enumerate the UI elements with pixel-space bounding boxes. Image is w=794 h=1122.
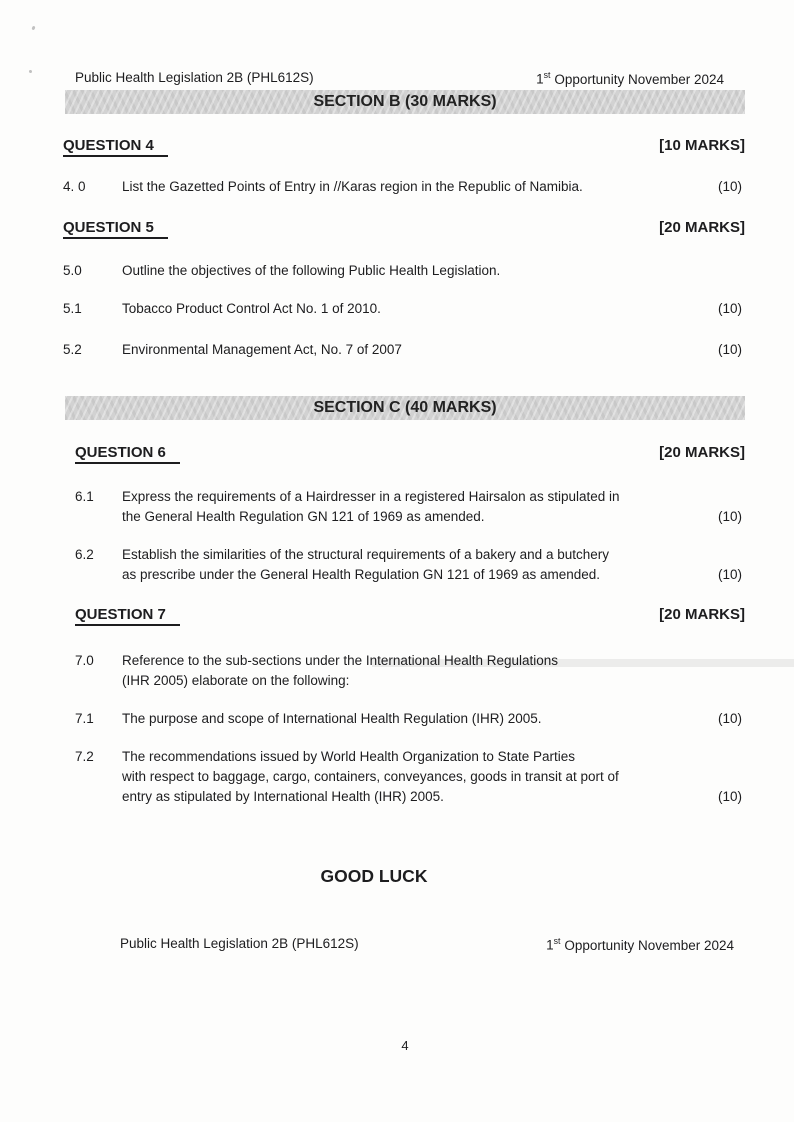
question-item-6-2 [63,545,745,585]
item-text [122,709,684,729]
question-title: QUESTION 4 [63,137,168,157]
question-item-5-2 [63,340,745,360]
item-marks: (10) [717,301,742,316]
item-number: 4. 0 [63,179,86,194]
page-number: 4 [401,1038,409,1053]
item-text [122,340,684,360]
item-marks: (10) [717,711,742,726]
question-6-heading [63,444,745,464]
item-text [122,261,684,281]
item-line: entry as stipulated by International Health (IHR) 2005. [122,789,444,804]
section-b-banner: SECTION B (30 MARKS) [65,90,745,114]
item-marks: (10) [717,342,742,357]
item-line: Reference to the sub-sections under the International Health Regulations [122,653,559,668]
item-text [122,177,684,197]
item-line: as prescribe under the General Health Regulation GN 121 of 1969 as amended. [122,567,601,582]
item-marks: (10) [717,789,742,804]
item-number: 7.0 [75,653,94,668]
item-line: Environmental Management Act, No. 7 of 2007 [122,342,402,357]
item-number: 5.1 [63,301,82,316]
item-line: The recommendations issued by World Health Organization to State Parties [122,749,575,764]
footer-course-title: Public Health Legislation 2B (PHL612S) [120,936,359,951]
item-marks: (10) [717,509,742,524]
question-item-7-0 [63,651,745,691]
item-text [122,487,684,527]
question-item-6-1 [63,487,745,527]
item-number: 7.1 [75,711,94,726]
question-marks: [20 MARKS] [659,219,745,236]
item-line: with respect to baggage, cargo, containers, conveyances, goods in transit at port of [122,769,619,784]
ordinal-superscript: st [543,70,551,80]
question-item-5-0 [63,261,745,281]
item-number: 6.2 [75,547,94,562]
question-item-4-0 [63,177,745,197]
question-marks: [10 MARKS] [659,137,745,154]
page-header [75,70,724,87]
question-7-heading [63,606,745,626]
question-title: QUESTION 7 [75,606,180,626]
item-text [122,651,684,691]
question-title: QUESTION 5 [63,219,168,239]
item-line: The purpose and scope of International Health Regulation (IHR) 2005. [122,711,542,726]
item-line: List the Gazetted Points of Entry in //Karas region in the Republic of Namibia. [122,179,583,194]
item-text [122,545,684,585]
header-opportunity: 1st Opportunity November 2024 [536,70,724,87]
ordinal-superscript: st [553,936,561,946]
question-item-5-1 [63,299,745,319]
item-line: Tobacco Product Control Act No. 1 of 2010. [122,301,381,316]
item-number: 5.2 [63,342,82,357]
question-title: QUESTION 6 [75,444,180,464]
scan-artifact-speck [31,26,35,31]
header-course-title: Public Health Legislation 2B (PHL612S) [75,70,314,85]
question-4-heading [63,137,745,157]
item-line: Outline the objectives of the following Public Health Legislation. [122,263,501,278]
section-c-banner: SECTION C (40 MARKS) [65,396,745,420]
item-line: the General Health Regulation GN 121 of 1969 as amended. [122,509,485,524]
question-item-7-2 [63,747,745,807]
item-number: 6.1 [75,489,94,504]
question-item-7-1 [63,709,745,729]
item-line: Express the requirements of a Hairdresser in a registered Hairsalon as stipulated in [122,489,620,504]
scan-artifact-speck [29,70,33,74]
page-footer [120,936,734,953]
question-marks: [20 MARKS] [659,606,745,623]
question-5-heading [63,219,745,239]
item-number: 7.2 [75,749,94,764]
item-marks: (10) [717,567,742,582]
item-text [122,299,684,319]
item-text [122,747,684,807]
item-line: (IHR 2005) elaborate on the following: [122,673,350,688]
item-line: Establish the similarities of the structural requirements of a bakery and a butchery [122,547,609,562]
footer-opportunity: 1st Opportunity November 2024 [546,936,734,953]
item-number: 5.0 [63,263,82,278]
item-marks: (10) [717,179,742,194]
question-marks: [20 MARKS] [659,444,745,461]
closing-message: GOOD LUCK [320,866,428,886]
